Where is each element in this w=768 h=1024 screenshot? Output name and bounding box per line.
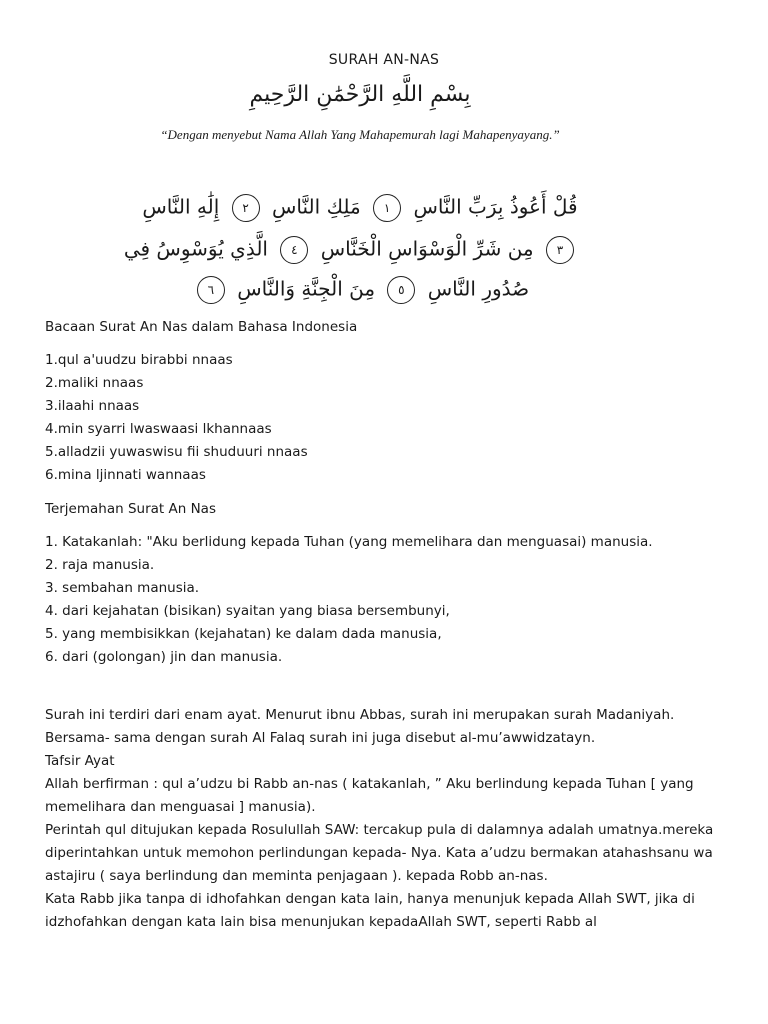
transliteration-list <box>45 349 725 487</box>
bismillah: بِسْمِ اللَّهِ الرَّحْمَٰنِ الرَّحِيمِ <box>249 82 471 107</box>
list-item: 2.maliki nnaas <box>45 375 144 391</box>
ayah-number-marker: ١ <box>373 194 401 222</box>
list-item: 4. dari kejahatan (bisikan) syaitan yang biasa bersembunyi, <box>45 603 450 619</box>
paragraph: Kata Rabb jika tanpa di idhofahkan dengan kata lain, hanya menunjuk kepada Allah SWT, jika di idzhofahkan dengan kata lain bisa menunjukan kepadaAllah SWT, seperti Rabb al <box>45 891 695 930</box>
arabic-image <box>123 76 580 316</box>
ayah-text: الَّذِي يُوَسْوِسُ فِي <box>123 236 268 261</box>
list-item: 6. dari (golongan) jin dan manusia. <box>45 649 283 665</box>
list-item: 3. sembahan manusia. <box>45 580 200 596</box>
ayah-text: مَلِكِ النَّاسِ <box>272 194 361 219</box>
section-heading-translation: Terjemahan Surat An Nas <box>45 501 216 517</box>
section-heading-reading: Bacaan Surat An Nas dalam Bahasa Indonesia <box>45 319 358 335</box>
translation-list <box>45 531 725 669</box>
ayah-number-marker: ٣ <box>546 236 574 264</box>
page-title: SURAH AN-NAS <box>328 52 440 68</box>
list-item: 1.qul a'uudzu birabbi nnaas <box>45 352 233 368</box>
list-item: 5. yang membisikkan (kejahatan) ke dalam dada manusia, <box>45 626 442 642</box>
list-item: 1. Katakanlah: "Aku berlidung kepada Tuhan (yang memelihara dan menguasai) manusia. <box>45 534 653 550</box>
list-item: 6.mina ljinnati wannaas <box>45 467 206 483</box>
paragraph-heading: Tafsir Ayat <box>45 753 115 769</box>
paragraph: Allah berfirman : qul a’udzu bi Rabb an-nas ( katakanlah, ” Aku berlindung kepada Tuhan [ yang memelihara dan menguasai ] manusia). <box>45 776 694 815</box>
list-item: 3.ilaahi nnaas <box>45 398 140 414</box>
ayah-text: قُلْ أَعُوذُ بِرَبِّ النَّاسِ <box>413 194 578 219</box>
ayah-text: صُدُورِ النَّاسِ <box>427 276 530 301</box>
ayah-text: إِلَٰهِ النَّاسِ <box>142 194 220 219</box>
ayah-line-2 <box>123 236 580 264</box>
ayah-number-marker: ٦ <box>197 276 225 304</box>
ayah-number-marker: ٤ <box>280 236 308 264</box>
list-item: 2. raja manusia. <box>45 557 155 573</box>
ayah-number-marker: ٥ <box>387 276 415 304</box>
paragraph: Surah ini terdiri dari enam ayat. Menurut ibnu Abbas, surah ini merupakan surah Madaniyah. Bersama- sama dengan surah Al Falaq surah ini juga disebut al-mu’awwidzatayn. <box>45 707 675 746</box>
ayah-text: مِن شَرِّ الْوَسْوَاسِ الْخَنَّاسِ <box>320 236 534 261</box>
ayah-text: مِنَ الْجِنَّةِ وَالنَّاسِ <box>237 276 376 301</box>
body-text <box>45 704 725 934</box>
ayah-number-marker: ٢ <box>232 194 260 222</box>
paragraph: Perintah qul ditujukan kepada Rosulullah SAW: tercakup pula di dalamnya adalah umatnya.mereka diperintahkan untuk memohon perlindungan kepada- Nya. Kata a’udzu bermakan atahashsanu wa astajiru ( saya berlindung dan meminta penjagaan ). kepada Robb an-nas. <box>45 822 714 884</box>
list-item: 5.alladzii yuwaswisu fii shuduuri nnaas <box>45 444 308 460</box>
ayah-line-3 <box>140 276 580 304</box>
bismillah-translation: “Dengan menyebut Nama Allah Yang Mahapemurah lagi Mahapenyayang.” <box>160 127 560 142</box>
ayah-line-1 <box>140 194 580 222</box>
list-item: 4.min syarri lwaswaasi lkhannaas <box>45 421 272 437</box>
